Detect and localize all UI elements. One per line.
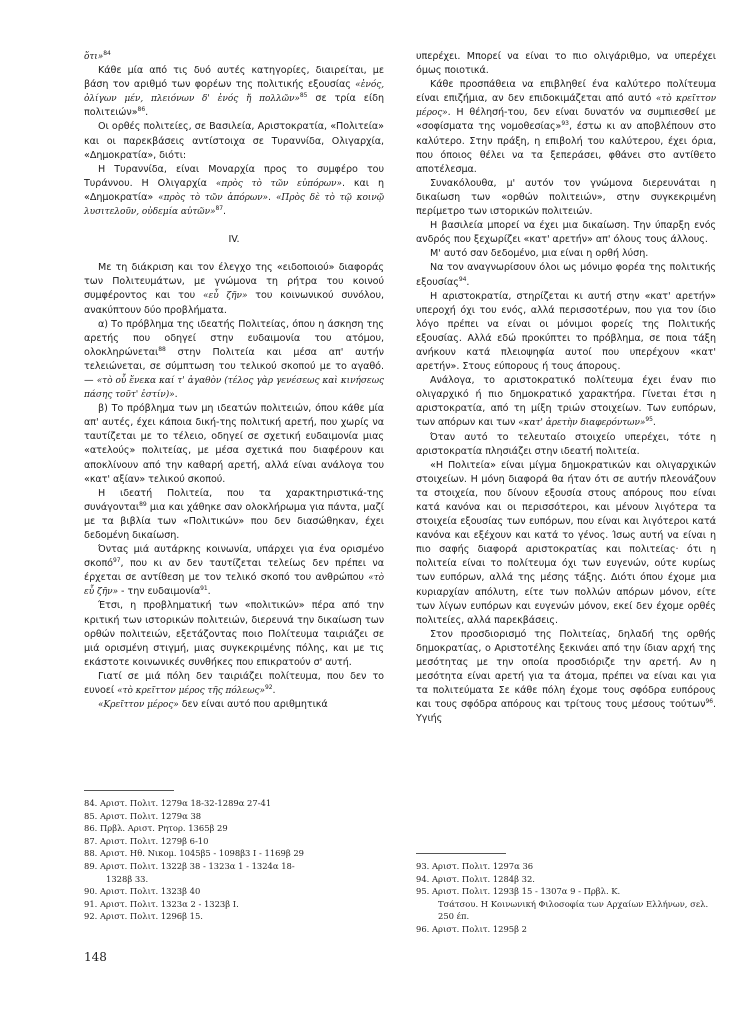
text-run: Όντας μιά αυτάρκης κοινωνία, υπάρχει για ένα ορισμένο σκοπό bbox=[84, 544, 384, 570]
paragraph bbox=[416, 459, 716, 628]
footnote-ref: 93 bbox=[561, 120, 569, 128]
text-run: Η ιδεατή Πολιτεία, που τα χαρακτηριστικά-της συνάγονται bbox=[84, 487, 384, 513]
footnote-number: 84. bbox=[84, 798, 98, 808]
footnote bbox=[84, 898, 384, 911]
footnote-ref: 95 bbox=[645, 416, 653, 424]
text-run: . bbox=[272, 685, 276, 697]
footnote-ref: 89 bbox=[139, 500, 147, 508]
greek-quote: «τὸ κρεῖττον μέρος» bbox=[416, 94, 716, 119]
footnote-ref: 87 bbox=[215, 204, 223, 212]
paragraph bbox=[416, 290, 716, 375]
paragraph bbox=[416, 78, 716, 177]
footnote-number: 86. bbox=[84, 823, 98, 834]
paragraph bbox=[84, 120, 384, 162]
text-run: Μ' αυτό σαν δεδομένο, μια είναι η ορθή λύση. bbox=[430, 248, 649, 260]
footnote-number: 93. bbox=[416, 861, 430, 871]
footnotes-right bbox=[416, 860, 716, 936]
footnote-number: 89. bbox=[84, 860, 98, 871]
paragraph bbox=[416, 50, 716, 78]
footnote-text: Αριστ. Πολιτ. 1297α 36 bbox=[432, 861, 534, 871]
text-run: . Η θέλησή-του, δεν είναι δυνατόν να συμπιεσθεί με «σοφίσματα της νομοθεσίας» bbox=[416, 107, 716, 133]
paragraph bbox=[84, 163, 384, 219]
greek-quote: «κατ' ἀρετὴν διαφερόντων» bbox=[518, 418, 646, 429]
footnote-divider-right bbox=[416, 853, 506, 854]
footnote-text: Αριστ. Πολιτ. 1284β 32. bbox=[432, 873, 535, 884]
footnote-continuation: Τσάτσου. Η Κοινωνική Φιλοσοφία των Αρχαίων Ελλήνων, σελ. 250 έπ. bbox=[438, 898, 709, 922]
footnote bbox=[84, 860, 384, 873]
text-run: Με τη διάκριση και τον έλεγχο της «ειδοποιού» διαφοράς των Πολιτευμάτων, με γνώμονα τη ρήτρα του κοινού συμφέροντος και του bbox=[84, 262, 384, 302]
left-text-column bbox=[84, 50, 384, 712]
footnotes-left bbox=[84, 797, 384, 923]
paragraph bbox=[416, 374, 716, 430]
paragraph bbox=[416, 628, 716, 727]
footnote bbox=[84, 797, 384, 810]
greek-quote: ὅτι» bbox=[84, 52, 104, 62]
text-run: . bbox=[145, 107, 149, 119]
greek-quote: «τὸ εὖ ζῆν» bbox=[84, 573, 384, 598]
footnote-text: Αριστ. Πολιτ. 1293β 15 - 1307α 9 - Πρβλ. Κ. bbox=[432, 886, 621, 897]
greek-quote: «τὸ κρεῖττον μέρος τῆς πόλεως» bbox=[117, 686, 265, 697]
greek-quote: «τὸ οὗ ἕνεκα καί τ' ἀγαθὸν (τέλος γὰρ γενέσεως καὶ κινήσεως πάσης τοῦτ' ἐστίν)» bbox=[84, 375, 384, 401]
right-text-column bbox=[416, 50, 716, 727]
paragraph bbox=[84, 487, 384, 543]
footnote-ref: 88 bbox=[158, 345, 166, 353]
footnote-number: 91. bbox=[84, 898, 98, 909]
paragraph bbox=[416, 177, 716, 219]
footnote-text: Αριστ. Πολιτ. 1323β 40 bbox=[100, 886, 201, 897]
paragraph bbox=[416, 219, 716, 247]
footnote-ref: 91 bbox=[200, 585, 208, 593]
paragraph bbox=[84, 402, 384, 487]
text-run: α) Το πρόβλημα της ιδεατής Πολιτείας, όπου η άσκηση της αρετής που οδηγεί στην ευδαιμονία του ατόμου, ολοκληρώνεται bbox=[84, 318, 384, 358]
page-number: 148 bbox=[84, 950, 107, 964]
text-run: «Η Πολιτεία» είναι μίγμα δημοκρατικών και ολιγαρχικών στοιχείων. Η μόνη διαφορά θα ήταν ότι σε αυτήν πλεονάζουν τα στοιχεία, που δίνουν εξουσία στους απόρους που είναι κατά κανόνα και οι περισσότεροι, και μένουν λιγότερα τα στοιχεία εξουσίας των ευπόρων, που είναι και λιγότεροι κατά κανόνα και εξέχουν και κατά το γένος. Ίσως αυτή να είναι η πιο σαφής διαφορά αριστοκρατίας και πολιτείας· ότι η πολιτεία είναι το πολίτευμα όχι των ευγενών, ούτε κυρίως των ευπόρων, αλλά της μέσης τάξης. Διότι όπου έχομε μια κυριαρχίαν απόλυτη, είτε των πολλών απόρων μόνον, είτε των λίγων ευπόρων και ευγενών μόνον, εκεί δεν έχομε ορθές πολιτείες, αλλά παρεκβάσεις. bbox=[416, 459, 716, 626]
footnote-text: Πρβλ. Αριστ. Ρητορ. 1365β 29 bbox=[100, 823, 228, 834]
paragraph bbox=[416, 431, 716, 459]
text-run: υπερέχει. Μπορεί να είναι το πιο ολιγάριθμο, να υπερέχει όμως ποιοτικά. bbox=[416, 51, 716, 77]
footnote bbox=[84, 810, 384, 823]
footnote-number: 92. bbox=[84, 911, 98, 922]
footnote-ref: 96 bbox=[705, 698, 713, 706]
text-run: . Υγιής bbox=[416, 699, 716, 725]
footnote-text: Αριστ. Πολιτ. 1323α 2 - 1323β Ι. bbox=[100, 898, 239, 909]
text-run: IV. bbox=[228, 234, 240, 246]
paragraph bbox=[84, 261, 384, 317]
text-run: σε τρία είδη πολιτειών» bbox=[84, 93, 384, 119]
text-run: Ανάλογα, το αριστοκρατικό πολίτευμα έχει έναν πιο ολιγαρχικό ή πιο δημοκρατικό χαρακτήρα. Γίνεται έτσι η αριστοκρατία, από τη μίξη τριών στοιχείων. Των ευπόρων, των απόρων και των bbox=[416, 375, 716, 429]
greek-quote: «εὖ ζῆν» bbox=[203, 291, 248, 302]
footnote-text: Αριστ. Πολιτ. 1279α 38 bbox=[100, 810, 202, 821]
paragraph bbox=[84, 599, 384, 669]
greek-quote: «πρὸς τὸ τῶν εὐπόρων» bbox=[215, 178, 342, 189]
text-run: Οι ορθές πολιτείες, σε Βασιλεία, Αριστοκρατία, «Πολιτεία» και οι παρεκβάσεις αντίστοιχα σε Τυραννίδα, Ολιγαρχία, «Δημοκρατία», διότι: bbox=[84, 121, 384, 161]
text-run: Η βασιλεία μπορεί να έχει μια δικαίωση. Την ύπαρξη ενός ανδρός που ξεχωρίζει «κατ' αρετήν» απ' όλους τους άλλους. bbox=[416, 220, 716, 246]
text-run: Όταν αυτό το τελευταίο στοιχείο υπερέχει, τότε η αριστοκρατία πλησιάζει στην ιδεατή πολιτεία. bbox=[416, 431, 716, 457]
paragraph bbox=[84, 233, 384, 247]
footnote-text: Αριστ. Πολιτ. 1322β 38 - 1323α 1 - 1324α 18- bbox=[100, 860, 295, 871]
text-run: Κάθε προσπάθεια να επιβληθεί ένα καλύτερο πολίτευμα είναι επιζήμια, αν δεν επιδοκιμάζεται από αυτό bbox=[416, 79, 716, 105]
footnote-divider-left bbox=[84, 790, 174, 791]
text-run: . bbox=[174, 389, 178, 401]
footnote-ref: 84 bbox=[103, 49, 111, 57]
greek-quote: «Κρεῖττον μέρος» bbox=[98, 700, 179, 711]
paragraph bbox=[84, 318, 384, 403]
footnote-number: 95. bbox=[416, 886, 430, 897]
footnote-text: Αριστ. Πολιτ. 1295β 2 bbox=[432, 923, 527, 934]
text-run: στην Πολιτεία και μέσα απ' αυτήν τελειώνεται, σε σύμπτωση του τελικού σκοπού με το αγαθό. — bbox=[84, 346, 384, 386]
text-run: , που κι αν δεν ταυτίζεται τελείως δεν πρέπει να έρχεται σε αντίθεση με τον τελικό σκοπό του ανθρώπου bbox=[84, 558, 384, 584]
text-run: δεν είναι αυτό που αριθμητικά bbox=[178, 699, 328, 711]
footnote bbox=[84, 835, 384, 848]
text-run: . bbox=[207, 586, 211, 598]
text-run: Κάθε μία από τις δυό αυτές κατηγορίες, διαιρείται, με βάση τον αριθμό των φορέων της πολιτικής εξουσίας bbox=[84, 65, 384, 91]
footnote-number: 88. bbox=[84, 848, 98, 859]
greek-quote: «ἑνός, ὀλίγων μέν, πλειόνων δ' ἑνός ἤ πολλῶν» bbox=[84, 80, 384, 105]
footnote-number: 87. bbox=[84, 835, 98, 846]
text-run: Να τον αναγνωρίσουν όλοι ως μόνιμο φορέα της πολιτικής εξουσίας bbox=[416, 262, 716, 288]
text-run: β) Το πρόβλημα των μη ιδεατών πολιτειών, όπου κάθε μία απ' αυτές, έχει κάποια δική-της πολιτική αρετή, που χωρίς να ταυτίζεται με το τέλειο, οδηγεί σε σχετική ευδαιμονία μιας «ατελούς» πολιτείας, με μέσα σχετικά που διαφέρουν και αποκλίνουν από την καθαρή αρετή, αλλά είναι ανάλογα του «κατ' αξίαν» τελικού σκοπού. bbox=[84, 403, 384, 485]
footnote-ref: 92 bbox=[264, 683, 273, 691]
text-run: Έτσι, η προβληματική των «πολιτικών» πέρα από την κριτική των ιστορικών πολιτειών, διερευνά την δικαίωση των ορθών πολιτειών, εξετάζοντας ποιο Πολίτευμα ταιριάζει σε μιά ορισμένη στιγμή, μιας συγκεκριμένης πόλης, και με τις εκάστοτε κοινωνικές συνθήκες που επικρατούν σ' αυτή. bbox=[84, 600, 384, 668]
footnote-text: Αριστ. Ηθ. Νικομ. 1045β5 - 1098β3 Ι - 1169β 29 bbox=[100, 848, 304, 859]
footnote bbox=[416, 860, 716, 873]
greek-quote: «Πρὸς δὲ τὸ τῷ κοινῷ λυσιτελοῦν, οὐδεμία αὐτῶν» bbox=[84, 192, 385, 218]
text-run: . και η «Δημοκρατία» bbox=[84, 177, 384, 203]
paragraph bbox=[416, 247, 716, 261]
paragraph bbox=[84, 64, 384, 120]
text-run: . bbox=[223, 206, 226, 218]
footnote-ref: 94 bbox=[458, 275, 467, 283]
text-run: μια και χάθηκε σαν ολοκλήρωμα για πάντα, μαζί με τα βιβλία των «Πολιτικών» που δεν διασώθηκαν, έχει δεδομένη δικαίωση. bbox=[84, 501, 384, 541]
footnote bbox=[84, 847, 384, 860]
text-run: Η αριστοκρατία, στηρίζεται κι αυτή στην «κατ' αρετήν» υπεροχή όχι του ενός, αλλά περισσοτέρων, που για τον ίδιο λόγο πρέπει να είναι οι μόνιμοι φορείς της Πολιτικής εξουσίας. Αλλά εδώ προκύπτει το πρόβλημα, σε ποια τάξη ανήκουν κατά πλειοψηφία αυτοί που υπερέχουν «κατ' αρετήν». Στους εύπορους ή τους άπορους. bbox=[416, 290, 716, 373]
footnote-number: 85. bbox=[84, 810, 98, 821]
text-run: . bbox=[466, 276, 470, 288]
footnote-number: 96. bbox=[416, 923, 430, 934]
paragraph bbox=[84, 543, 384, 599]
paragraph bbox=[84, 50, 384, 64]
footnote bbox=[416, 873, 716, 886]
text-run: Γιατί σε μιά πόλη δεν ταιριάζει πολίτευμα, που δεν το ευνοεί bbox=[84, 670, 384, 697]
text-run: - την ευδαιμονία bbox=[118, 586, 201, 598]
paragraph bbox=[416, 261, 716, 289]
footnote-text: Αριστ. Πολιτ. 1279α 18-32-1289α 27-41 bbox=[100, 798, 272, 808]
text-run: Η Τυραννίδα, είναι Μοναρχία προς το συμφέρο του Τυράννου. Η Ολιγαρχία bbox=[84, 163, 384, 189]
footnote bbox=[416, 885, 716, 898]
paragraph bbox=[84, 698, 384, 712]
footnote bbox=[84, 910, 384, 923]
footnote-ref: 86 bbox=[137, 106, 146, 114]
text-run: του κοινωνικού συνόλου, ανακύπτουν δύο προβλήματα. bbox=[84, 290, 385, 316]
footnote-text: Αριστ. Πολιτ. 1296β 15. bbox=[100, 911, 203, 922]
footnote bbox=[84, 822, 384, 835]
footnote-continuation: 1328β 33. bbox=[106, 873, 149, 884]
paragraph bbox=[84, 670, 384, 698]
footnote bbox=[84, 885, 384, 898]
text-run: . bbox=[652, 417, 656, 429]
text-run: Συνακόλουθα, μ' αυτόν τον γνώμονα διερευνάται η δικαίωση των «ορθών πολιτειών», στην συγκεκριμένη περίμετρο των ιστορικών πολιτειών. bbox=[416, 177, 716, 218]
footnote-ref: 85 bbox=[299, 92, 308, 100]
text-run: , έστω κι αν αποβλέπουν στο καλύτερο. Στην πράξη, η επιβολή του καλύτερου, έχει όρια, που όποιος θέλει να τα ξεπεράσει, φθάνει στο αντίθετο αποτέλεσμα. bbox=[416, 121, 716, 175]
text-run: Στον προσδιορισμό της Πολιτείας, δηλαδή της ορθής δημοκρατίας, ο Αριστοτέλης ξεκινάει από την ίδιαν αρχή της μεσότητας με την οποία προσδιόριζε την αρετή. Αν η μεσότητα είναι αρετή για τα άτομα, πρέπει να είναι και για τα πολιτεύματα Σε κάθε πόλη έχομε τους σφόδρα ευπόρους και τους σφόδρα απόρους και τρίτους τους μέσους τούτων bbox=[416, 628, 716, 711]
footnote bbox=[416, 923, 716, 936]
footnote-number: 90. bbox=[84, 886, 98, 897]
footnote-text: Αριστ. Πολιτ. 1279β 6-10 bbox=[100, 835, 209, 846]
footnote-ref: 97 bbox=[113, 557, 121, 564]
greek-quote: «πρὸς τὸ τῶν ἀπόρων» bbox=[158, 192, 268, 203]
footnote-number: 94. bbox=[416, 873, 430, 884]
text-run: . bbox=[268, 191, 276, 203]
